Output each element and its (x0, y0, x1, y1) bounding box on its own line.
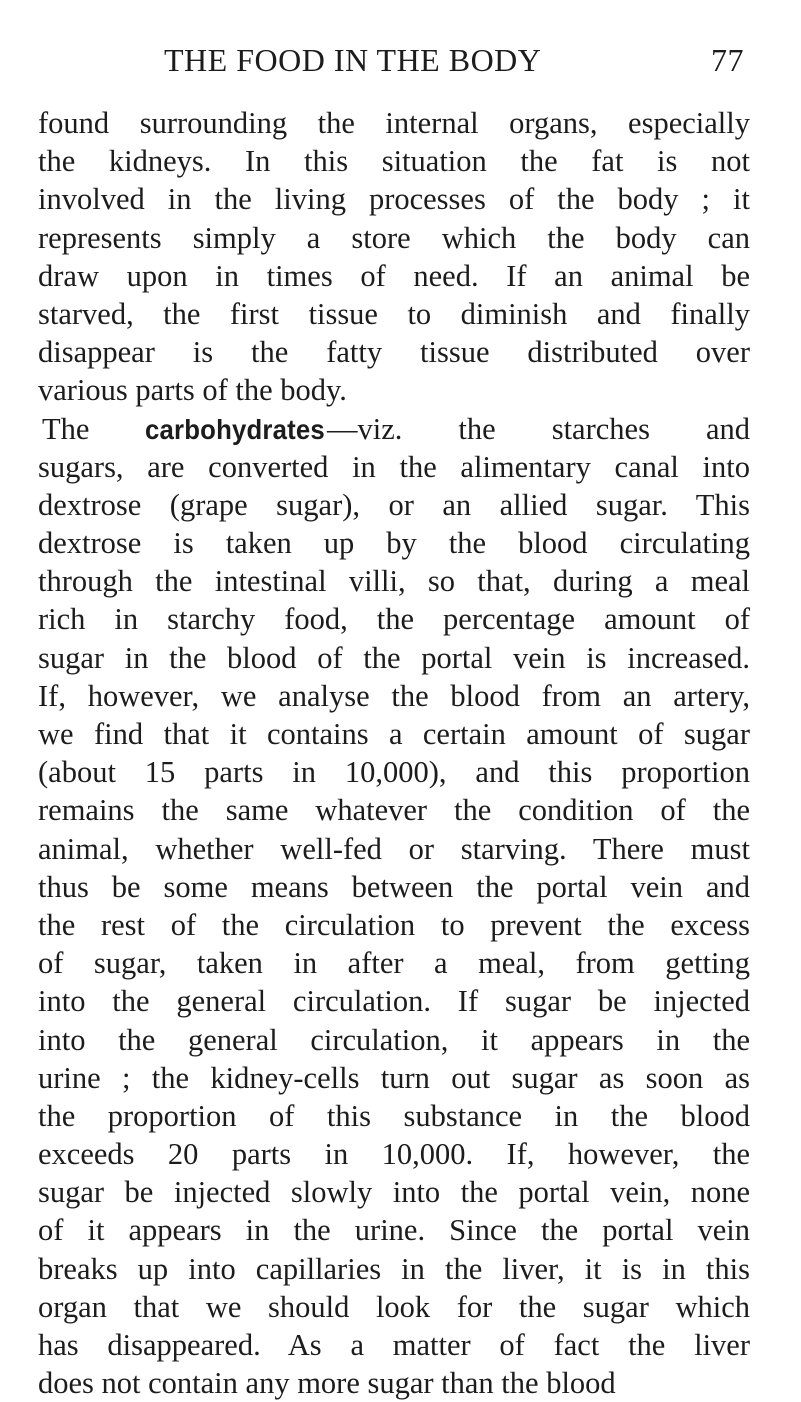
text-line: has disappeared. As a matter of fact the liver (38, 1328, 750, 1362)
text-line: breaks up into capillaries in the liver, it is in this (38, 1251, 750, 1286)
text-line: sugar be injected slowly into the portal vein, none (38, 1175, 750, 1210)
carbohydrates-term: carbohydrates (145, 413, 326, 445)
text-line: thus be some means between the portal vein and (38, 869, 750, 904)
text-line: remains the same whatever the condition of the (38, 793, 750, 828)
text-line: sugar in the blood of the portal vein is increased. (38, 640, 750, 675)
text-line: represents simply a store which the body can (38, 220, 750, 255)
text-line: urine ; the kidney-cells turn out sugar as soon as (38, 1060, 750, 1095)
body-text (38, 104, 750, 1402)
text-line: animal, whether well-fed or starving. There must (38, 831, 750, 866)
text-line: organ that we should look for the sugar which (38, 1289, 750, 1324)
text-line: found surrounding the internal organs, especially (38, 106, 750, 140)
text-line: disappear is the fatty tissue distributed over (38, 335, 750, 370)
text-line: of sugar, taken in after a meal, from getting (38, 946, 750, 981)
text-line: does not contain any more sugar than the blood (38, 1366, 616, 1401)
text-line: dextrose (grape sugar), or an allied sugar. This (38, 487, 750, 522)
text-line: various parts of the body. (38, 373, 347, 408)
running-title: THE FOOD IN THE BODY (164, 42, 542, 78)
text-line: draw upon in times of need. If an animal be (38, 258, 750, 293)
running-head (164, 40, 744, 80)
text-line: the rest of the circulation to prevent the excess (38, 907, 750, 942)
text-line: into the general circulation. If sugar be injected (38, 984, 750, 1019)
text-line: through the intestinal villi, so that, during a meal (38, 564, 750, 599)
page-number: 77 (711, 42, 744, 78)
text-line: dextrose is taken up by the blood circulating (38, 526, 750, 561)
text-line: involved in the living processes of the body ; it (38, 182, 750, 217)
paragraph-lead: The (42, 411, 146, 446)
text-line: the proportion of this substance in the blood (38, 1098, 750, 1133)
text-line: sugars, are converted in the alimentary canal into (38, 449, 750, 484)
text-line: rich in starchy food, the percentage amount of (38, 602, 750, 637)
text-line: If, however, we analyse the blood from an artery, (38, 678, 750, 713)
text-line: (about 15 parts in 10,000), and this proportion (38, 755, 750, 790)
text-line: we find that it contains a certain amount of sugar (38, 717, 750, 751)
text-line: exceeds 20 parts in 10,000. If, however, the (38, 1137, 750, 1172)
text-line: starved, the first tissue to diminish and finally (38, 296, 750, 331)
text-line: into the general circulation, it appears in the (38, 1022, 750, 1057)
paragraph-start-line (38, 410, 750, 448)
text-line: of it appears in the urine. Since the portal vein (38, 1213, 750, 1248)
text-line: the kidneys. In this situation the fat is not (38, 144, 750, 179)
paragraph-lead-rest: —viz. the starches and (327, 411, 750, 446)
